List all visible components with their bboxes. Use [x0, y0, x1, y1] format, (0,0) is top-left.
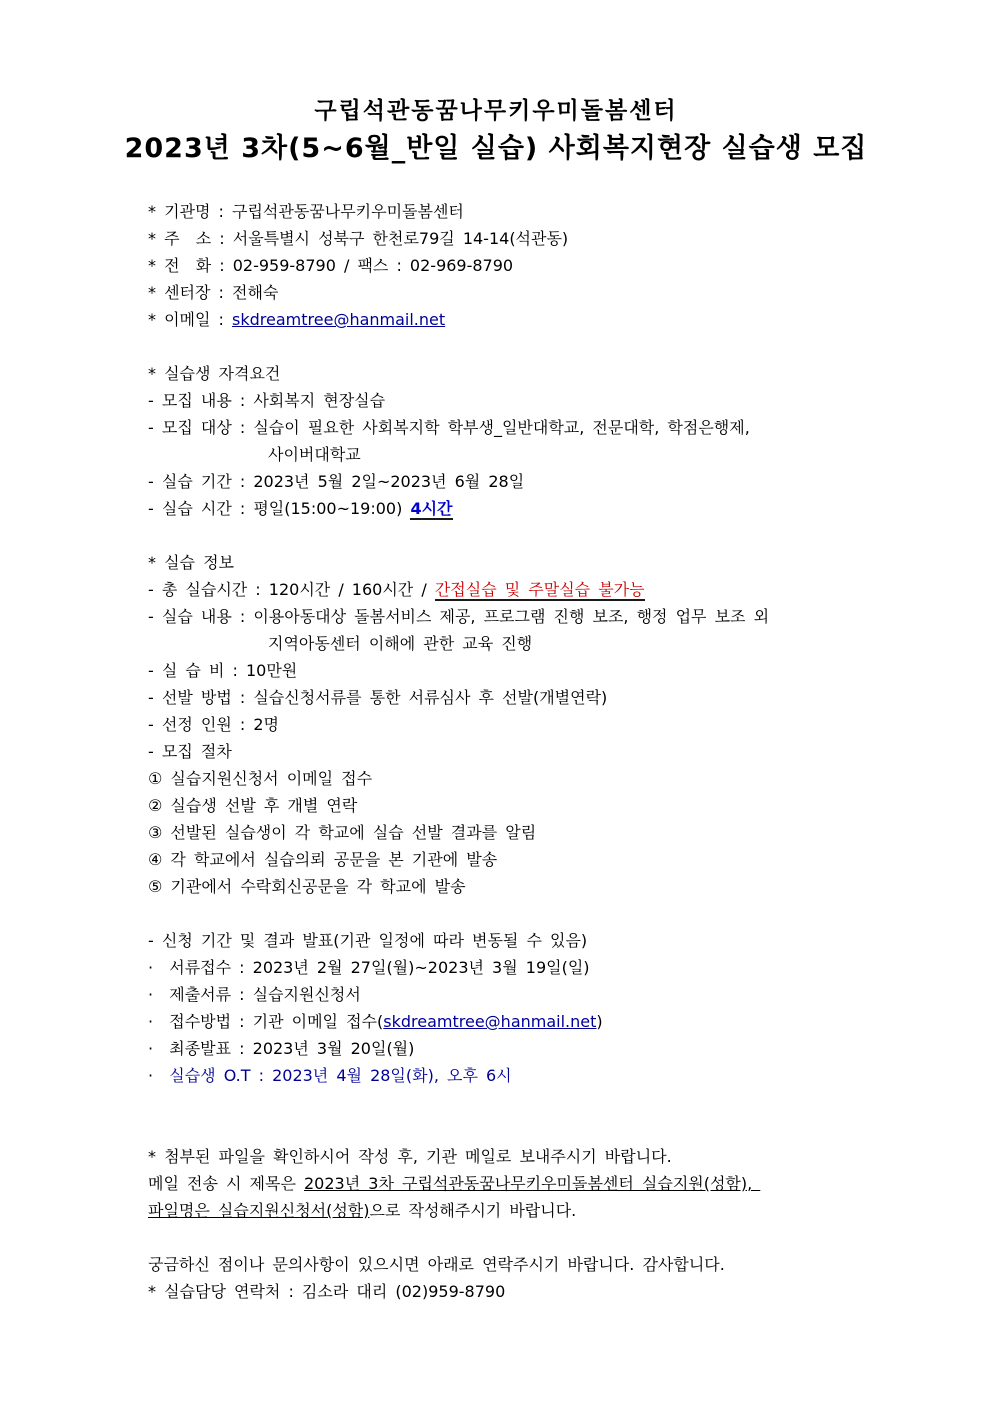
receipt-method-suffix: )	[596, 1012, 603, 1031]
practice-period-line: - 실습 기간 : 2023년 5월 2일~2023년 6월 28일	[148, 472, 525, 491]
org-director-line: * 센터장 : 전해숙	[148, 283, 279, 302]
qualification-heading: * 실습생 자격요건	[148, 364, 281, 383]
submission-documents-line: · 제출서류 : 실습지원신청서	[148, 985, 361, 1004]
selection-method-line: - 선발 방법 : 실습신청서류를 통한 서류심사 후 선발(개별연락)	[148, 688, 608, 707]
schedule-heading: - 신청 기간 및 결과 발표(기관 일정에 따라 변동될 수 있음)	[148, 931, 588, 950]
procedure-step-1: ① 실습지원신청서 이메일 접수	[148, 769, 373, 788]
practice-time-label: - 실습 시간 : 평일(15:00~19:00)	[148, 499, 411, 518]
schedule-section	[148, 927, 962, 1089]
file-name-format: 파일명은 실습지원신청서(성함)	[148, 1201, 370, 1220]
doc-body	[0, 166, 992, 1305]
receipt-method-line	[148, 1008, 962, 1035]
instructions-section	[148, 1143, 962, 1224]
doc-title: 구립석관동꿈나무키우미돌봄센터	[314, 98, 678, 124]
procedure-step-2: ② 실습생 선발 후 개별 연락	[148, 796, 358, 815]
doc-subtitle: 2023년 3차(5~6월_반일 실습) 사회복지현장 실습생 모집	[124, 133, 868, 164]
recruit-target-continuation: 사이버대학교	[268, 445, 361, 464]
procedure-heading: - 모집 절차	[148, 742, 232, 761]
mail-subject-line	[148, 1170, 962, 1197]
mail-subject-label: 메일 전송 시 제목은	[148, 1174, 304, 1193]
orientation-text: 실습생 O.T : 2023년 4월 28일(화), 오후 6시	[169, 1066, 512, 1085]
contact-person-line: * 실습담당 연락처 : 김소라 대리 (02)959-8790	[148, 1282, 506, 1301]
headcount-line: - 선정 인원 : 2명	[148, 715, 279, 734]
procedure-step-4: ④ 각 학교에서 실습의뢰 공문을 본 기관에 발송	[148, 850, 498, 869]
org-email-link[interactable]: skdreamtree@hanmail.net	[232, 310, 446, 329]
recruit-content-line: - 모집 내용 : 사회복지 현장실습	[148, 391, 386, 410]
org-email-line	[148, 306, 962, 333]
practice-info-heading: * 실습 정보	[148, 553, 234, 572]
practice-info-section	[148, 549, 962, 900]
org-info-section	[148, 198, 962, 333]
practice-hours-highlight: 4시간	[410, 499, 453, 518]
weekend-restriction-highlight: 간접실습 및 주말실습 불가능	[434, 580, 645, 599]
total-hours-label: - 총 실습시간 : 120시간 / 160시간 /	[148, 580, 435, 599]
contact-section	[148, 1251, 962, 1305]
procedure-step-5: ⑤ 기관에서 수락회신공문을 각 학교에 발송	[148, 877, 466, 896]
practice-content-continuation: 지역아동센터 이해에 관한 교육 진행	[268, 634, 533, 653]
practice-time-line	[148, 495, 962, 522]
file-name-line	[148, 1197, 962, 1224]
org-address-line: * 주 소 : 서울특별시 성북구 한천로79길 14-14(석관동)	[148, 229, 569, 248]
document-receipt-line: · 서류접수 : 2023년 2월 27일(월)~2023년 3월 19일(일)	[148, 958, 590, 977]
file-name-suffix: 으로 작성해주시기 바랍니다.	[369, 1201, 577, 1220]
orientation-bullet: ·	[148, 1066, 170, 1085]
procedure-step-3: ③ 선발된 실습생이 각 학교에 실습 선발 결과를 알림	[148, 823, 537, 842]
receipt-method-label: · 접수방법 : 기관 이메일 접수(	[148, 1012, 384, 1031]
attachment-instruction-line: * 첨부된 파일을 확인하시어 작성 후, 기관 메일로 보내주시기 바랍니다.	[148, 1147, 672, 1166]
receipt-method-email-link[interactable]: skdreamtree@hanmail.net	[383, 1012, 597, 1031]
final-announcement-line: · 최종발표 : 2023년 3월 20일(월)	[148, 1039, 415, 1058]
orientation-line	[148, 1062, 962, 1089]
practice-content-line: - 실습 내용 : 이용아동대상 돌봄서비스 제공, 프로그램 진행 보조, 행정 업무 보조 외	[148, 607, 770, 626]
org-phone-line: * 전 화 : 02-959-8790 / 팩스 : 02-969-8790	[148, 256, 514, 275]
total-hours-line	[148, 576, 962, 603]
recruit-target-line: - 모집 대상 : 실습이 필요한 사회복지학 학부생_일반대학교, 전문대학, 학점은행제,	[148, 418, 750, 437]
practice-fee-line: - 실 습 비 : 10만원	[148, 661, 298, 680]
mail-subject-format: 2023년 3차 구립석관동꿈나무키우미돌봄센터 실습지원(성함),	[304, 1174, 761, 1193]
org-email-label: * 이메일 :	[148, 310, 233, 329]
org-name-line: * 기관명 : 구립석관동꿈나무키우미돌봄센터	[148, 202, 464, 221]
inquiry-line: 궁금하신 점이나 문의사항이 있으시면 아래로 연락주시기 바랍니다. 감사합니다.	[148, 1255, 725, 1274]
qualification-section	[148, 360, 962, 522]
